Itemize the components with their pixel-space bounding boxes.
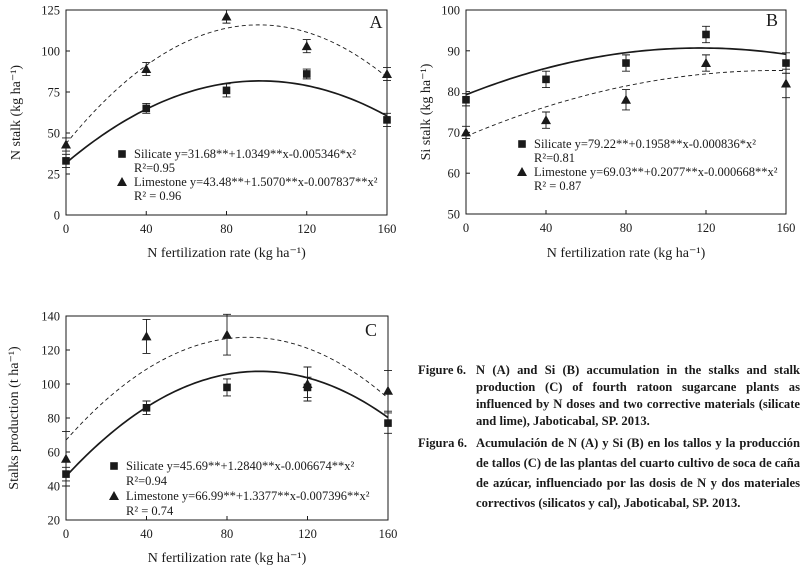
legend-entry-limestone: [534, 165, 778, 179]
data-point-silicate: [223, 87, 231, 95]
data-point-limestone: [541, 115, 551, 124]
legend-marker-silicate: [110, 462, 118, 470]
y-tick-label: 60: [447, 166, 460, 181]
panel-label: C: [364, 320, 378, 340]
caption-spanish-text: Acumulación de N (A) y Si (B) en los tallos y la producción de tallos (C) de las plantas del cuarto cultivo de soca de caña de azúcar, influenciado por las dosis de N y dos materiales correctivos (silicatos y cal), Jaboticabal, SP. 2013.: [476, 436, 800, 510]
x-tick-label: 160: [377, 222, 397, 236]
x-tick-label: 0: [62, 527, 70, 541]
regression-equation: y=66.99**+1.3377**x-0.007396**x²: [181, 489, 370, 503]
series-name: Limestone: [534, 165, 590, 179]
data-point-silicate: [383, 116, 391, 124]
data-point-limestone: [142, 331, 152, 340]
caption-spanish: [418, 433, 800, 513]
y-tick-label: 75: [47, 85, 60, 100]
r-squared-silicate: R²=0.95: [134, 161, 176, 175]
x-tick-label: 120: [297, 222, 317, 236]
y-tick-label: 25: [47, 167, 60, 182]
data-point-silicate: [62, 157, 70, 165]
x-tick-label: 80: [619, 221, 633, 235]
data-point-silicate: [384, 419, 392, 427]
data-point-limestone: [61, 139, 71, 148]
data-point-silicate: [782, 59, 790, 67]
y-tick-label: 140: [41, 309, 60, 324]
y-tick-label: 80: [47, 411, 60, 426]
y-tick-label: 40: [47, 479, 60, 494]
series-name: Limestone: [126, 489, 182, 503]
data-point-limestone: [382, 69, 392, 78]
x-tick-label: 40: [140, 527, 153, 541]
data-point-limestone: [61, 454, 71, 463]
legend-entry-limestone: [126, 489, 370, 503]
legend-entry-silicate: [134, 147, 356, 161]
x-tick-label: 80: [220, 222, 233, 236]
chart-panel-b: [419, 4, 795, 262]
data-point-silicate: [142, 105, 150, 113]
regression-equation: y=69.03**+0.2077**x-0.000668**x²: [589, 165, 778, 179]
chart-panel-c: [7, 310, 397, 567]
y-tick-label: 120: [41, 343, 60, 358]
data-point-silicate: [303, 70, 311, 78]
regression-equation: y=31.68**+1.0349**x-0.005346*x²: [174, 147, 357, 161]
y-tick-label: 100: [41, 377, 60, 392]
y-tick-label: 20: [47, 513, 60, 528]
data-point-limestone: [383, 386, 393, 395]
data-point-limestone: [302, 41, 312, 50]
data-point-silicate: [622, 59, 630, 67]
legend-entry-silicate: [126, 459, 355, 473]
y-tick-label: 90: [447, 44, 460, 59]
x-tick-label: 0: [62, 222, 70, 236]
regression-equation: y=79.22**+0.1958**x-0.000836*x²: [574, 137, 757, 151]
series-name: Silicate: [534, 137, 575, 151]
x-tick-label: 40: [539, 221, 553, 235]
x-axis-label: N fertilization rate (kg ha⁻¹): [147, 246, 306, 261]
y-tick-label: 80: [447, 85, 460, 100]
regression-equation: y=43.48**+1.5070**x-0.007837**x²: [189, 175, 378, 189]
y-tick-label: 70: [447, 125, 460, 140]
data-point-limestone: [222, 12, 232, 21]
x-axis-label: N fertilization rate (kg ha⁻¹): [147, 551, 307, 566]
panel-label: A: [369, 12, 383, 32]
legend-marker-limestone: [109, 491, 119, 500]
figure-captions: [418, 362, 800, 516]
data-point-silicate: [143, 404, 151, 412]
x-tick-label: 120: [298, 527, 317, 541]
caption-english-text: N (A) and Si (B) accumulation in the stalks and stalk production (C) of fourth ratoon sugarcane plants as influenced by N doses and two corrective materials (silicate and lime), Jaboticabal, SP. 2013.: [476, 363, 800, 428]
x-tick-label: 80: [220, 527, 234, 541]
x-axis-label: N fertilization rate (kg ha⁻¹): [546, 246, 706, 261]
legend-entry-limestone: [134, 175, 378, 189]
y-tick-label: 100: [41, 44, 60, 59]
y-axis-label: N stalk (kg ha⁻¹): [9, 64, 24, 161]
x-tick-label: 0: [462, 221, 470, 235]
r-squared-limestone: R² = 0.96: [134, 189, 182, 203]
r-squared-limestone: R² = 0.87: [534, 179, 582, 193]
caption-spanish-label: Figura 6.: [418, 436, 467, 450]
r-squared-limestone: R² = 0.74: [126, 504, 174, 518]
y-tick-label: 125: [41, 3, 60, 18]
caption-english-label: Figure 6.: [418, 363, 467, 377]
series-name: Limestone: [134, 175, 190, 189]
x-tick-label: 120: [696, 221, 716, 235]
data-point-silicate: [462, 96, 470, 104]
panel-label: B: [765, 10, 779, 30]
legend-entry-silicate: [534, 137, 756, 151]
data-point-limestone: [222, 330, 232, 339]
data-point-silicate: [702, 31, 710, 39]
y-tick-label: 0: [53, 208, 60, 223]
data-point-limestone: [701, 58, 711, 67]
legend-marker-silicate: [118, 150, 126, 158]
x-tick-label: 160: [378, 527, 398, 541]
regression-equation: y=45.69**+1.2840**x-0.006674**x²: [166, 459, 355, 473]
data-point-silicate: [223, 384, 231, 392]
x-tick-label: 160: [776, 221, 796, 235]
data-point-limestone: [303, 379, 313, 388]
y-tick-label: 50: [47, 126, 60, 141]
y-axis-label: Stalks production (t ha⁻¹): [7, 346, 22, 490]
r-squared-silicate: R²=0.81: [534, 151, 576, 165]
series-name: Silicate: [126, 459, 167, 473]
r-squared-silicate: R²=0.94: [126, 474, 168, 488]
data-point-limestone: [141, 64, 151, 73]
y-tick-label: 100: [441, 3, 460, 18]
y-tick-label: 50: [447, 207, 460, 222]
chart-panel-a: [9, 4, 396, 262]
x-tick-label: 40: [140, 222, 153, 236]
series-name: Silicate: [134, 147, 175, 161]
legend-marker-limestone: [117, 177, 127, 186]
legend-marker-silicate: [518, 140, 526, 148]
caption-english: [418, 362, 800, 430]
legend-marker-limestone: [517, 167, 527, 176]
y-tick-label: 60: [47, 445, 60, 460]
plot-frame: [466, 10, 786, 214]
data-point-limestone: [781, 78, 791, 87]
data-point-limestone: [621, 95, 631, 104]
data-point-silicate: [542, 76, 550, 84]
y-axis-label: Si stalk (kg ha⁻¹): [419, 63, 434, 161]
